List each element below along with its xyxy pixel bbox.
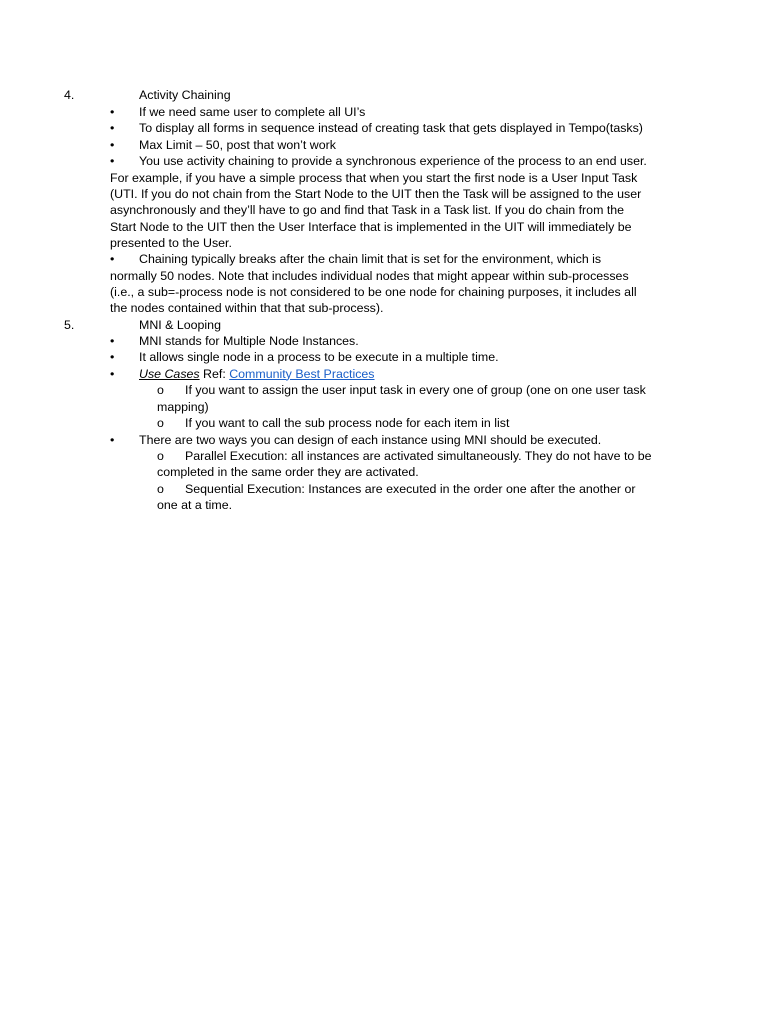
bullet-text: MNI stands for Multiple Node Instances. <box>139 333 359 348</box>
paragraph-line <box>0 268 768 284</box>
bullet-item <box>0 120 768 136</box>
sub-bullet-item <box>0 382 768 398</box>
bullet-item <box>0 432 768 448</box>
bullet-text-line: (UTI. If you do not chain from the Start Node to the UIT then the Task will be assigned to the user <box>110 187 642 201</box>
paragraph-line <box>0 170 768 186</box>
bullet-text-line: Chaining typically breaks after the chain limit that is set for the environment, which is <box>139 252 602 266</box>
list-item-4-heading <box>0 87 768 103</box>
sub-bullet-marker: o <box>157 482 164 496</box>
sub-bullet-text-line: one at a time. <box>157 498 233 512</box>
bullet-marker: • <box>110 137 115 152</box>
bullet-item <box>0 137 768 153</box>
bullet-text-line: presented to the User. <box>110 236 232 250</box>
paragraph-line <box>0 497 768 513</box>
bullet-marker: • <box>110 350 115 364</box>
bullet-text-line: normally 50 nodes. Note that includes individual nodes that might appear within sub-processes <box>110 268 629 283</box>
sub-bullet-item <box>0 481 768 497</box>
list-number-4: 4. <box>64 88 75 102</box>
bullet-item <box>0 333 768 349</box>
community-best-practices-link[interactable]: Community Best Practices <box>229 366 375 381</box>
bullet-text-line: (i.e., a sub=-process node is not considered to be one node for chaining purposes, it includes all <box>110 285 637 299</box>
bullet-text: There are two ways you can design of each instance using MNI should be executed. <box>139 432 602 447</box>
bullet-text: If we need same user to complete all UI’s <box>139 104 366 119</box>
sub-bullet-text-line: If you want to assign the user input task in every one of group (one on one user task <box>185 383 646 397</box>
sub-bullet-text-line: completed in the same order they are activated. <box>157 465 419 479</box>
use-cases-label: Use Cases <box>139 366 200 381</box>
bullet-text-line: You use activity chaining to provide a synchronous experience of the process to an end user. <box>139 154 647 168</box>
paragraph-line <box>0 399 768 415</box>
paragraph-line <box>0 300 768 316</box>
bullet-text-line: For example, if you have a simple process that when you start the first node is a User Input Task <box>110 170 638 185</box>
sub-bullet-text-line: If you want to call the sub process node for each item in list <box>185 415 510 430</box>
sub-bullet-text-line: mapping) <box>157 399 209 414</box>
bullet-marker: • <box>110 121 115 135</box>
sub-bullet-marker: o <box>157 415 164 430</box>
paragraph-line <box>0 284 768 300</box>
sub-bullet-text-line: Parallel Execution: all instances are activated simultaneously. They do not have to be <box>185 448 652 463</box>
sub-bullet-item <box>0 415 768 431</box>
use-cases-line <box>139 366 375 382</box>
sub-bullet-text-line: Sequential Execution: Instances are executed in the order one after the another or <box>185 482 636 496</box>
list-item-4-title: Activity Chaining <box>139 88 231 102</box>
paragraph-line <box>0 202 768 218</box>
paragraph-line <box>0 219 768 235</box>
bullet-text-line: the nodes contained within that that sub-process). <box>110 301 384 315</box>
paragraph-line <box>0 186 768 202</box>
bullet-text: To display all forms in sequence instead of creating task that gets displayed in Tempo(tasks) <box>139 121 643 135</box>
bullet-item-use-cases <box>0 366 768 382</box>
bullet-item <box>0 349 768 365</box>
bullet-item <box>0 251 768 267</box>
sub-bullet-item <box>0 448 768 464</box>
sub-bullet-marker: o <box>157 383 164 397</box>
bullet-marker: • <box>110 432 115 447</box>
paragraph-line <box>0 235 768 251</box>
bullet-text-line: Start Node to the UIT then the User Interface that is implemented in the UIT will immediately be <box>110 219 632 234</box>
sub-bullet-marker: o <box>157 448 164 463</box>
bullet-item <box>0 153 768 169</box>
bullet-marker: • <box>110 252 115 266</box>
paragraph-line <box>0 464 768 480</box>
bullet-marker: • <box>110 333 115 348</box>
bullet-marker: • <box>110 104 115 119</box>
bullet-item <box>0 104 768 120</box>
list-item-5-title: MNI & Looping <box>139 317 221 332</box>
bullet-text-line: asynchronously and they’ll have to go and find that Task in a Task list. If you do chain from the <box>110 203 625 217</box>
ref-label: Ref: <box>199 366 230 381</box>
bullet-marker: • <box>110 366 115 381</box>
bullet-text: It allows single node in a process to be execute in a multiple time. <box>139 350 499 364</box>
list-number-5: 5. <box>64 317 75 332</box>
bullet-text: Max Limit – 50, post that won’t work <box>139 137 336 152</box>
list-item-5-heading <box>0 317 768 333</box>
bullet-marker: • <box>110 154 115 168</box>
